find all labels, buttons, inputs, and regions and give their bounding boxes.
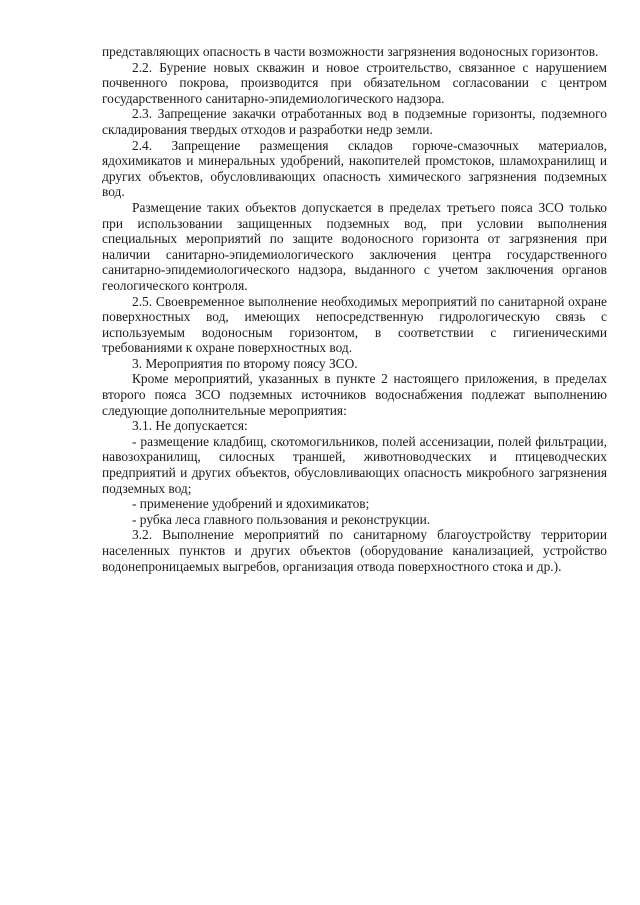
paragraph-2-3: 2.3. Запрещение закачки отработанных вод в подземные горизонты, подземного складирования твердых отходов и разработки недр земли. xyxy=(102,106,607,137)
paragraph-2-4: 2.4. Запрещение размещения складов горюче-смазочных материалов, ядохимикатов и минеральных удобрений, накопителей промстоков, шламохранилищ и других объектов, обусловливающих опасность химического загрязнения подземных вод. xyxy=(102,137,607,200)
section-heading-3: 3. Мероприятия по второму поясу ЗСО. xyxy=(132,355,358,371)
paragraph-3-2: 3.2. Выполнение мероприятий по санитарному благоустройству территории населенных пунктов и других объектов (оборудование канализацией, устройство водонепроницаемых выгребов, организация отвода поверхностного стока и др.). xyxy=(102,527,607,574)
list-item-logging: - рубка леса главного пользования и реконструкции. xyxy=(132,511,431,527)
paragraph-placement: Размещение таких объектов допускается в пределах третьего пояса ЗСО только при использовании защищенных подземных вод, при условии выполнения специальных мероприятий по защите водоносного горизонта от загрязнения при наличии санитарно-эпидемиологического заключения центра государственного санитарно-эпидемиологического надзора, выданного с учетом заключения органов геологического контроля. xyxy=(102,199,607,293)
paragraph-3-1: 3.1. Не допускается: xyxy=(132,418,248,434)
paragraph-2-2: 2.2. Бурение новых скважин и новое строительство, связанное с нарушением почвенного покрова, производится при обязательном согласовании с центром государственного санитарно-эпидемиологического надзора. xyxy=(102,59,607,106)
document-body xyxy=(102,44,607,574)
paragraph-2-5: 2.5. Своевременное выполнение необходимых мероприятий по санитарной охране поверхностных вод, имеющих непосредственную гидрологическую связь с используемым водоносным горизонтом, в соответствии с гигиеническими требованиями к охране поверхностных вод. xyxy=(102,293,607,356)
list-item-cemeteries: - размещение кладбищ, скотомогильников, полей ассенизации, полей фильтрации, навозохранилищ, силосных траншей, животноводческих и птицеводческих предприятий и других объектов, обусловливающих опасность микробного загрязнения подземных вод; xyxy=(102,433,607,496)
paragraph-continuation: представляющих опасность в части возможности загрязнения водоносных горизонтов. xyxy=(102,44,599,59)
paragraph-section-3-intro: Кроме мероприятий, указанных в пункте 2 настоящего приложения, в пределах второго пояса ЗСО подземных источников водоснабжения подлежат выполнению следующие дополнительные мероприятия: xyxy=(102,371,607,418)
list-item-fertilizers: - применение удобрений и ядохимикатов; xyxy=(132,496,370,512)
